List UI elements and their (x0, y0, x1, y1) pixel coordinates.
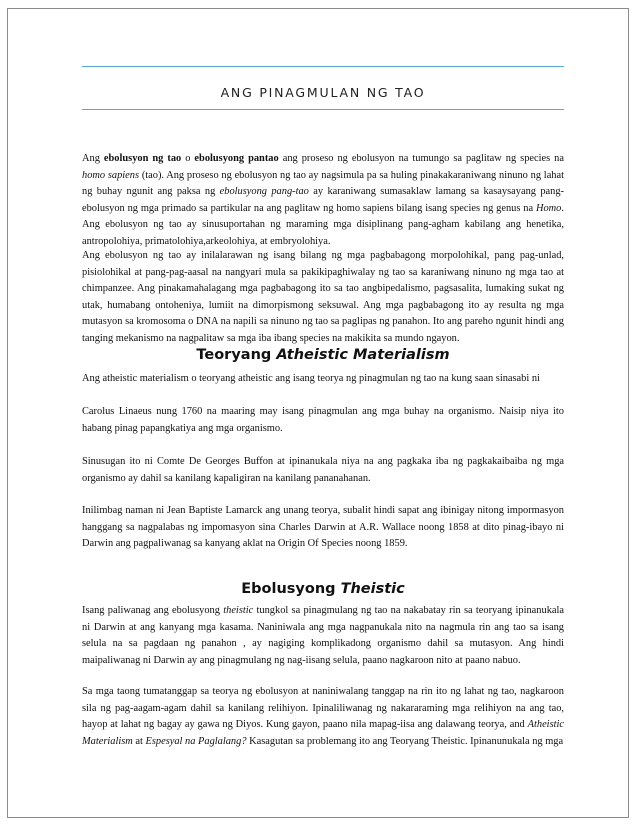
intro-paragraph-2: Ang ebolusyon ng tao ay inilalarawan ng isang bilang ng mga pagbabagong morpolohikal, pang pag-unlad, pisiolohikal at pang-pag-aasal na nangyari mula sa pakikipaghiwalay ng tao sa karaniwang ninuno ng mga tao at chimpanzee. Ang pinakamahalagang mga pagbabagong ito sa tao angbipedalismo, pagsasalita, lumaking sukat ng utak, humabang ontoheniya, lumiit na dimorpismong seksuwal. Ang mga pagbabagong ito ay resulta ng mga mutasyon sa kromosoma o DNA na napili sa ninuno ng tao sa paglipas ng panahon. Ito ang pareho ngunit hindi ang tanging mekanismo na nagpalitaw sa mga iba ibang species na makikita sa mundo ngayon. (82, 250, 564, 344)
title-top-rule (82, 66, 564, 67)
section-heading-atheistic: Teoryang Atheistic Materialism (196, 347, 450, 363)
intro-paragraph-1: Ang ebolusyon ng tao o ebolusyong pantao ang proseso ng ebolusyon na tumungo sa paglitaw ng species na homo sapiens (tao). Ang proseso ng ebolusyon ng tao ay nagsimula pa sa huling pinakakaraniwang ninuno ng lahat ng buhay ngunit ang paksa ng ebolusyong pang-tao ay karaniwang sumasaklaw lamang sa kasaysayang pang-ebolusyon ng mga primado sa partikular na ang paglitaw ng homo sapiens bilang isang species ng genus na Homo. Ang ebolusyon ng tao ay sinusuportahan ng maraming mga disiplinang pang-agham kabilang ang henetika, antropolohiya, primatolohiya,arkeolohiya, at embryolohiya. (82, 153, 565, 247)
atheistic-paragraph-1: Ang atheistic materialism o teoryang atheistic ang isang teorya ng pinagmulan ng tao na kung saan sinasabi ni (82, 373, 540, 384)
atheistic-paragraph-2: Carolus Linaeus nung 1760 na maaring may isang pinagmulan ang mga buhay na organismo. Naisip niya ito habang pinag papangkatiya ang mga organismo. (82, 406, 564, 434)
page-title: ANG PINAGMULAN NG TAO (220, 85, 426, 100)
atheistic-paragraph-4: Inilimbag naman ni Jean Baptiste Lamarck ang unang teorya, subalit hindi sapat ang ibinigay nitong impormasyon hanggang sa nagpalabas ng impomasyon sina Charles Darwin at A.R. Wallace noong 1858 at dito pinag-ibayo ni Darwin ang pagpaliwanag sa kanyang aklat na Origin Of Species noong 1859. (82, 505, 564, 549)
theistic-paragraph-1: Isang paliwanag ang ebolusyong theistic tungkol sa pinagmulang ng tao na nakabatay rin sa teoryang ipinanukala ni Darwin at ang kanyang mga kasama. Naniniwala ang mga nagpanukala nito na nagmula rin ang tao sa isang selula na sa pagdaan ng panahon , ay nagiging komplikadong organismo dahil sa mutasyon. Ang hindi maipaliwanag ni Darwin ay ang pinagmulang ng nag-iisang selula, paano nagkaroon nito at paano nabuo. (82, 605, 564, 666)
section-heading-theistic: Ebolusyong Theistic (241, 581, 405, 597)
atheistic-paragraph-3: Sinusugan ito ni Comte De Georges Buffon at ipinanukala niya na ang pagkaka iba ng pagkakaibaiba ng mga organismo ay dahil sa kanilang kapaligiran na kanilang pananahanan. (82, 456, 564, 484)
title-bottom-rule (82, 109, 564, 110)
theistic-paragraph-2: Sa mga taong tumatanggap sa teorya ng ebolusyon at naniniwalang tanggap na rin ito ng lahat ng tao, nagkaroon sila ng pag-aagam-agam dahil sa kanilang relihiyon. Ipinaliliwanag ng nakararaming mga relihiyon na ang tao, hayop at lahat ng bagay ay gawa ng Diyos. Kung gayon, paano nila mapag-iisa ang dalawang teorya, and Atheistic Materialism at Espesyal na Paglalang? Kasagutan sa problemang ito ang Teoryang Theistic. Ipinanunukala ng mga (82, 686, 564, 747)
